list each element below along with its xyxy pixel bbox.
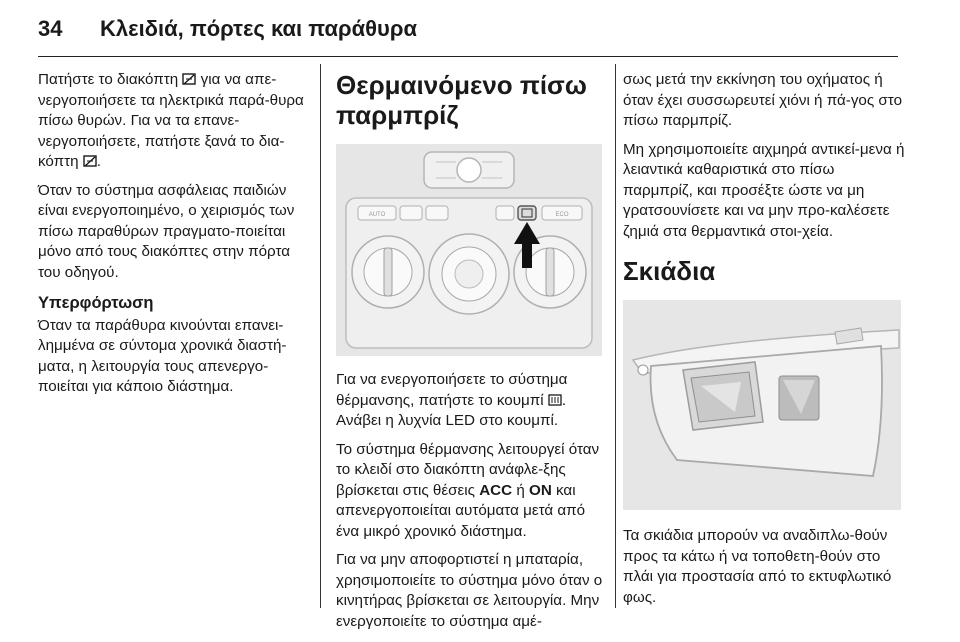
eco-button-label: ECO (555, 212, 569, 218)
column-2 (336, 70, 606, 640)
sun-visors-heading: Σκιάδια (623, 256, 716, 286)
paragraph-start: σως μετά την εκκίνηση του οχήματος ή όταν έχει συσσωρευτεί χιόνι ή πά-γος στο πίσω παρμπρίζ. (623, 71, 903, 129)
paragraph-child-safety: Όταν το σύστημα ασφάλειας παιδιών είναι ενεργοποιημένο, ο χειρισμός των πίσω παραθύρων πραγματο-ποιείται μόνο από τους διακόπτες στην πόρτα του οδηγού. (38, 181, 295, 281)
paragraph-window-lock: Πατήστε το διακόπτη για να απε-νεργοποιήσετε τα ηλεκτρικά παρά-θυρα πίσω θυρών. Για να τα επανε-νεργοποιήσετε, πατήστε ξανά το δια-κόπτη . (38, 71, 304, 170)
acc-position: ACC (479, 481, 513, 499)
column-3 (623, 70, 905, 616)
header-rule (38, 56, 898, 57)
sun-visor-illustration (623, 300, 901, 510)
paragraph-activate: Για να ενεργοποιήσετε το σύστημα θέρμανσης, πατήστε το κουμπί . Ανάβει η λυχνία LED στο κουμπί. (336, 371, 568, 429)
paragraph-battery: Για να μην αποφορτιστεί η μπαταρία, χρησιμοποιείτε το σύστημα μόνο όταν ο κινητήρας βρίσκεται σε λειτουργία. Μην ενεργοποιείτε το σύστημα αμέ- (336, 551, 603, 630)
rear-defrost-icon (548, 393, 562, 407)
climate-control-figure (336, 144, 602, 356)
climate-panel-illustration (336, 144, 602, 356)
chapter-title: Κλειδιά, πόρτες και παράθυρα (100, 16, 417, 41)
column-divider-2 (615, 64, 616, 608)
overload-heading: Υπερφόρτωση (38, 294, 154, 312)
column-divider-1 (320, 64, 321, 608)
column-1 (38, 70, 310, 406)
paragraph-care: Μη χρησιμοποιείτε αιχμηρά αντικεί-μενα ή λειαντικά καθαριστικά στο πίσω παρμπρίζ, και προσέξτε ώστε να μη γρατσουνίσετε και να μην προ-καλέσετε ζημιά στα θερμαντικά στοι-χεία. (623, 140, 905, 240)
page-number: 34 (38, 16, 63, 41)
auto-button-label: AUTO (368, 212, 386, 218)
sun-visor-figure (623, 300, 901, 510)
on-position: ON (529, 481, 552, 499)
window-lock-icon (182, 72, 196, 86)
paragraph-ignition: Το σύστημα θέρμανσης λειτουργεί όταν το κλειδί στο διακόπτη ανάφλε-ξης βρίσκεται στις θέσεις ACC ή ON και απενεργοποιείται αυτόματα μετά από ένα μικρό χρονικό διάστημα. (336, 440, 600, 540)
page-header (38, 14, 417, 44)
paragraph-sun-visors: Τα σκιάδια μπορούν να αναδιπλω-θούν προς τα κάτω ή να τοποθετη-θούν στο πλάι για προστασία από το εκτυφλωτικό φως. (623, 527, 892, 606)
paragraph-overload: Όταν τα παράθυρα κινούνται επανει-λημμένα σε σύντομα χρονικά διαστή-ματα, η λειτουργία τους απενεργο-ποιείται για κάποιο διάστημα. (38, 316, 287, 395)
heated-rear-window-heading: Θερμαινόμενο πίσω παρμπρίζ (336, 70, 587, 130)
window-lock-icon (83, 154, 97, 168)
